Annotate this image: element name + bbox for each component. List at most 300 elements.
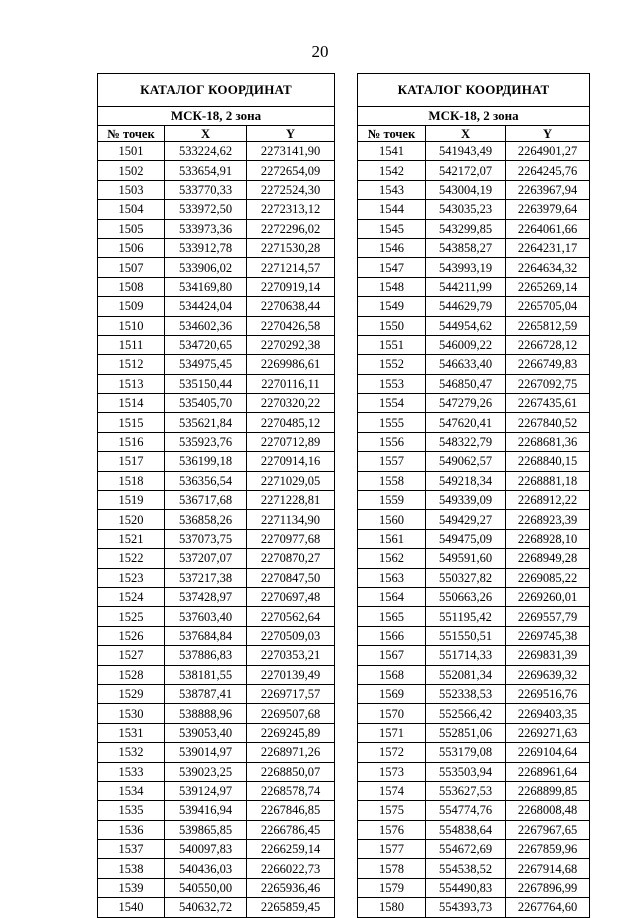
point-number-cell: 1563 — [358, 568, 426, 587]
point-number-cell: 1576 — [358, 820, 426, 839]
point-number-cell: 1554 — [358, 394, 426, 413]
column-header-y: Y — [506, 126, 590, 142]
x-coordinate-cell: 542172,07 — [426, 161, 506, 180]
y-coordinate-cell: 2270509,03 — [247, 626, 335, 645]
table-row — [358, 413, 590, 432]
y-coordinate-cell: 2268840,15 — [506, 452, 590, 471]
y-coordinate-cell: 2270485,12 — [247, 413, 335, 432]
point-number-cell: 1523 — [98, 568, 165, 587]
point-number-cell: 1531 — [98, 723, 165, 742]
table-row — [98, 607, 335, 626]
point-number-cell: 1552 — [358, 355, 426, 374]
page-number: 20 — [311, 42, 329, 61]
column-header-point-number: № точек — [98, 126, 165, 142]
y-coordinate-cell: 2269831,39 — [506, 646, 590, 665]
x-coordinate-cell: 552851,06 — [426, 723, 506, 742]
x-coordinate-cell: 543004,19 — [426, 180, 506, 199]
table-row — [358, 374, 590, 393]
column-header-point-number: № точек — [358, 126, 426, 142]
point-number-cell: 1540 — [98, 898, 165, 917]
x-coordinate-cell: 554538,52 — [426, 859, 506, 878]
coordinate-catalog-table-left — [97, 73, 335, 918]
table-row — [358, 452, 590, 471]
x-coordinate-cell: 537684,84 — [165, 626, 247, 645]
point-number-cell: 1557 — [358, 452, 426, 471]
x-coordinate-cell: 534602,36 — [165, 316, 247, 335]
x-coordinate-cell: 539014,97 — [165, 743, 247, 762]
table-row — [358, 142, 590, 161]
point-number-cell: 1548 — [358, 277, 426, 296]
point-number-cell: 1522 — [98, 549, 165, 568]
point-number-cell: 1538 — [98, 859, 165, 878]
table-row — [358, 762, 590, 781]
point-number-cell: 1560 — [358, 510, 426, 529]
point-number-cell: 1549 — [358, 297, 426, 316]
y-coordinate-cell: 2269516,76 — [506, 684, 590, 703]
table-row — [358, 432, 590, 451]
x-coordinate-cell: 539023,25 — [165, 762, 247, 781]
table-row — [98, 898, 335, 917]
table-row — [358, 549, 590, 568]
y-coordinate-cell: 2267840,52 — [506, 413, 590, 432]
column-header-x: X — [165, 126, 247, 142]
y-coordinate-cell: 2271029,05 — [247, 471, 335, 490]
x-coordinate-cell: 544629,79 — [426, 297, 506, 316]
point-number-cell: 1527 — [98, 646, 165, 665]
x-coordinate-cell: 547620,41 — [426, 413, 506, 432]
point-number-cell: 1503 — [98, 180, 165, 199]
x-coordinate-cell: 553627,53 — [426, 781, 506, 800]
table-row — [98, 801, 335, 820]
table-row — [358, 840, 590, 859]
y-coordinate-cell: 2270320,22 — [247, 394, 335, 413]
point-number-cell: 1534 — [98, 781, 165, 800]
table-row — [98, 743, 335, 762]
y-coordinate-cell: 2269085,22 — [506, 568, 590, 587]
y-coordinate-cell: 2267967,65 — [506, 820, 590, 839]
point-number-cell: 1575 — [358, 801, 426, 820]
table-row — [358, 180, 590, 199]
table-row — [358, 626, 590, 645]
y-coordinate-cell: 2270139,49 — [247, 665, 335, 684]
x-coordinate-cell: 552338,53 — [426, 684, 506, 703]
point-number-cell: 1526 — [98, 626, 165, 645]
table-row — [98, 840, 335, 859]
coordinate-catalog-table-right — [357, 73, 590, 918]
y-coordinate-cell: 2266728,12 — [506, 335, 590, 354]
table-row — [98, 646, 335, 665]
point-number-cell: 1571 — [358, 723, 426, 742]
point-number-cell: 1578 — [358, 859, 426, 878]
point-number-cell: 1547 — [358, 258, 426, 277]
y-coordinate-cell: 2272313,12 — [247, 200, 335, 219]
y-coordinate-cell: 2269507,68 — [247, 704, 335, 723]
table-row — [98, 277, 335, 296]
x-coordinate-cell: 533654,91 — [165, 161, 247, 180]
y-coordinate-cell: 2268881,18 — [506, 471, 590, 490]
y-coordinate-cell: 2269717,57 — [247, 684, 335, 703]
table-row — [98, 820, 335, 839]
table-row — [98, 413, 335, 432]
point-number-cell: 1520 — [98, 510, 165, 529]
table-row — [358, 801, 590, 820]
catalog-title: КАТАЛОГ КООРДИНАТ — [358, 74, 590, 107]
y-coordinate-cell: 2268961,64 — [506, 762, 590, 781]
point-number-cell: 1537 — [98, 840, 165, 859]
table-row — [358, 491, 590, 510]
point-number-cell: 1562 — [358, 549, 426, 568]
point-number-cell: 1530 — [98, 704, 165, 723]
y-coordinate-cell: 2268928,10 — [506, 529, 590, 548]
table-row — [358, 277, 590, 296]
point-number-cell: 1524 — [98, 587, 165, 606]
point-number-cell: 1533 — [98, 762, 165, 781]
y-coordinate-cell: 2270697,48 — [247, 587, 335, 606]
x-coordinate-cell: 539416,94 — [165, 801, 247, 820]
table-row — [98, 335, 335, 354]
point-number-cell: 1564 — [358, 587, 426, 606]
x-coordinate-cell: 535405,70 — [165, 394, 247, 413]
y-coordinate-cell: 2270116,11 — [247, 374, 335, 393]
x-coordinate-cell: 546633,40 — [426, 355, 506, 374]
x-coordinate-cell: 538787,41 — [165, 684, 247, 703]
point-number-cell: 1553 — [358, 374, 426, 393]
x-coordinate-cell: 533973,36 — [165, 219, 247, 238]
x-coordinate-cell: 536717,68 — [165, 491, 247, 510]
x-coordinate-cell: 554838,64 — [426, 820, 506, 839]
point-number-cell: 1501 — [98, 142, 165, 161]
table-row — [98, 258, 335, 277]
y-coordinate-cell: 2267896,99 — [506, 878, 590, 897]
x-coordinate-cell: 533912,78 — [165, 238, 247, 257]
table-row — [98, 432, 335, 451]
x-coordinate-cell: 533972,50 — [165, 200, 247, 219]
table-row — [98, 316, 335, 335]
point-number-cell: 1561 — [358, 529, 426, 548]
x-coordinate-cell: 540097,83 — [165, 840, 247, 859]
point-number-cell: 1511 — [98, 335, 165, 354]
table-row — [98, 510, 335, 529]
x-coordinate-cell: 539053,40 — [165, 723, 247, 742]
y-coordinate-cell: 2271214,57 — [247, 258, 335, 277]
x-coordinate-cell: 541943,49 — [426, 142, 506, 161]
x-coordinate-cell: 533770,33 — [165, 180, 247, 199]
x-coordinate-cell: 554774,76 — [426, 801, 506, 820]
y-coordinate-cell: 2269260,01 — [506, 587, 590, 606]
y-coordinate-cell: 2267859,96 — [506, 840, 590, 859]
x-coordinate-cell: 536199,18 — [165, 452, 247, 471]
y-coordinate-cell: 2272296,02 — [247, 219, 335, 238]
table-row — [358, 781, 590, 800]
point-number-cell: 1518 — [98, 471, 165, 490]
x-coordinate-cell: 547279,26 — [426, 394, 506, 413]
y-coordinate-cell: 2269986,61 — [247, 355, 335, 374]
y-coordinate-cell: 2270919,14 — [247, 277, 335, 296]
x-coordinate-cell: 540632,72 — [165, 898, 247, 917]
point-number-cell: 1569 — [358, 684, 426, 703]
x-coordinate-cell: 551195,42 — [426, 607, 506, 626]
y-coordinate-cell: 2270847,50 — [247, 568, 335, 587]
y-coordinate-cell: 2270353,21 — [247, 646, 335, 665]
point-number-cell: 1573 — [358, 762, 426, 781]
x-coordinate-cell: 546850,47 — [426, 374, 506, 393]
point-number-cell: 1544 — [358, 200, 426, 219]
point-number-cell: 1551 — [358, 335, 426, 354]
y-coordinate-cell: 2267846,85 — [247, 801, 335, 820]
point-number-cell: 1579 — [358, 878, 426, 897]
table-row — [98, 859, 335, 878]
x-coordinate-cell: 540550,00 — [165, 878, 247, 897]
table-row — [358, 684, 590, 703]
x-coordinate-cell: 553179,08 — [426, 743, 506, 762]
x-coordinate-cell: 533906,02 — [165, 258, 247, 277]
catalog-zone: МСК-18, 2 зона — [98, 107, 335, 126]
table-row — [98, 781, 335, 800]
x-coordinate-cell: 537603,40 — [165, 607, 247, 626]
y-coordinate-cell: 2266786,45 — [247, 820, 335, 839]
table-row — [358, 258, 590, 277]
table-row — [98, 491, 335, 510]
table-row — [358, 238, 590, 257]
point-number-cell: 1568 — [358, 665, 426, 684]
table-row — [358, 161, 590, 180]
x-coordinate-cell: 554490,83 — [426, 878, 506, 897]
y-coordinate-cell: 2267092,75 — [506, 374, 590, 393]
table-row — [98, 297, 335, 316]
table-row — [358, 743, 590, 762]
y-coordinate-cell: 2269557,79 — [506, 607, 590, 626]
x-coordinate-cell: 540436,03 — [165, 859, 247, 878]
y-coordinate-cell: 2270638,44 — [247, 297, 335, 316]
point-number-cell: 1509 — [98, 297, 165, 316]
point-number-cell: 1502 — [98, 161, 165, 180]
catalog-rows — [358, 142, 590, 918]
table-row — [358, 297, 590, 316]
y-coordinate-cell: 2268899,85 — [506, 781, 590, 800]
y-coordinate-cell: 2266749,83 — [506, 355, 590, 374]
point-number-cell: 1536 — [98, 820, 165, 839]
y-coordinate-cell: 2264061,66 — [506, 219, 590, 238]
y-coordinate-cell: 2269271,63 — [506, 723, 590, 742]
table-row — [98, 568, 335, 587]
x-coordinate-cell: 552081,34 — [426, 665, 506, 684]
table-row — [358, 200, 590, 219]
point-number-cell: 1507 — [98, 258, 165, 277]
table-row — [358, 529, 590, 548]
point-number-cell: 1550 — [358, 316, 426, 335]
y-coordinate-cell: 2268912,22 — [506, 491, 590, 510]
x-coordinate-cell: 543035,23 — [426, 200, 506, 219]
table-row — [358, 355, 590, 374]
point-number-cell: 1539 — [98, 878, 165, 897]
point-number-cell: 1514 — [98, 394, 165, 413]
x-coordinate-cell: 534169,80 — [165, 277, 247, 296]
y-coordinate-cell: 2265269,14 — [506, 277, 590, 296]
table-row — [358, 510, 590, 529]
x-coordinate-cell: 554393,73 — [426, 898, 506, 917]
x-coordinate-cell: 539865,85 — [165, 820, 247, 839]
x-coordinate-cell: 548322,79 — [426, 432, 506, 451]
x-coordinate-cell: 551550,51 — [426, 626, 506, 645]
y-coordinate-cell: 2271228,81 — [247, 491, 335, 510]
y-coordinate-cell: 2271530,28 — [247, 238, 335, 257]
x-coordinate-cell: 543858,27 — [426, 238, 506, 257]
x-coordinate-cell: 537207,07 — [165, 549, 247, 568]
y-coordinate-cell: 2265705,04 — [506, 297, 590, 316]
table-row — [98, 180, 335, 199]
point-number-cell: 1506 — [98, 238, 165, 257]
point-number-cell: 1505 — [98, 219, 165, 238]
y-coordinate-cell: 2268850,07 — [247, 762, 335, 781]
x-coordinate-cell: 539124,97 — [165, 781, 247, 800]
table-row — [98, 161, 335, 180]
x-coordinate-cell: 543993,19 — [426, 258, 506, 277]
y-coordinate-cell: 2268578,74 — [247, 781, 335, 800]
x-coordinate-cell: 546009,22 — [426, 335, 506, 354]
point-number-cell: 1566 — [358, 626, 426, 645]
y-coordinate-cell: 2263967,94 — [506, 180, 590, 199]
point-number-cell: 1512 — [98, 355, 165, 374]
x-coordinate-cell: 553503,94 — [426, 762, 506, 781]
y-coordinate-cell: 2270914,16 — [247, 452, 335, 471]
point-number-cell: 1513 — [98, 374, 165, 393]
y-coordinate-cell: 2266022,73 — [247, 859, 335, 878]
point-number-cell: 1577 — [358, 840, 426, 859]
y-coordinate-cell: 2264245,76 — [506, 161, 590, 180]
x-coordinate-cell: 537073,75 — [165, 529, 247, 548]
x-coordinate-cell: 549062,57 — [426, 452, 506, 471]
x-coordinate-cell: 549339,09 — [426, 491, 506, 510]
x-coordinate-cell: 537217,38 — [165, 568, 247, 587]
y-coordinate-cell: 2272654,09 — [247, 161, 335, 180]
column-header-x: X — [426, 126, 506, 142]
x-coordinate-cell: 549475,09 — [426, 529, 506, 548]
point-number-cell: 1519 — [98, 491, 165, 510]
table-row — [98, 626, 335, 645]
x-coordinate-cell: 543299,85 — [426, 219, 506, 238]
table-row — [358, 898, 590, 917]
table-row — [358, 859, 590, 878]
y-coordinate-cell: 2268681,36 — [506, 432, 590, 451]
table-row — [358, 394, 590, 413]
point-number-cell: 1542 — [358, 161, 426, 180]
table-row — [358, 568, 590, 587]
x-coordinate-cell: 552566,42 — [426, 704, 506, 723]
table-row — [98, 200, 335, 219]
table-row — [98, 665, 335, 684]
catalog-title: КАТАЛОГ КООРДИНАТ — [98, 74, 335, 107]
table-row — [358, 471, 590, 490]
x-coordinate-cell: 534720,65 — [165, 335, 247, 354]
point-number-cell: 1555 — [358, 413, 426, 432]
x-coordinate-cell: 544954,62 — [426, 316, 506, 335]
table-row — [358, 646, 590, 665]
y-coordinate-cell: 2267435,61 — [506, 394, 590, 413]
x-coordinate-cell: 549218,34 — [426, 471, 506, 490]
point-number-cell: 1567 — [358, 646, 426, 665]
x-coordinate-cell: 550327,82 — [426, 568, 506, 587]
y-coordinate-cell: 2269245,89 — [247, 723, 335, 742]
y-coordinate-cell: 2265812,59 — [506, 316, 590, 335]
table-row — [98, 394, 335, 413]
y-coordinate-cell: 2269745,38 — [506, 626, 590, 645]
point-number-cell: 1515 — [98, 413, 165, 432]
point-number-cell: 1516 — [98, 432, 165, 451]
table-row — [98, 549, 335, 568]
point-number-cell: 1580 — [358, 898, 426, 917]
y-coordinate-cell: 2266259,14 — [247, 840, 335, 859]
table-row — [358, 335, 590, 354]
table-row — [98, 238, 335, 257]
table-row — [358, 723, 590, 742]
y-coordinate-cell: 2270712,89 — [247, 432, 335, 451]
x-coordinate-cell: 535923,76 — [165, 432, 247, 451]
point-number-cell: 1545 — [358, 219, 426, 238]
table-row — [98, 684, 335, 703]
catalog-rows — [98, 142, 335, 918]
x-coordinate-cell: 536356,54 — [165, 471, 247, 490]
table-row — [358, 704, 590, 723]
table-row — [98, 452, 335, 471]
point-number-cell: 1541 — [358, 142, 426, 161]
table-row — [98, 219, 335, 238]
x-coordinate-cell: 537886,83 — [165, 646, 247, 665]
table-row — [98, 355, 335, 374]
table-row — [98, 529, 335, 548]
y-coordinate-cell: 2264231,17 — [506, 238, 590, 257]
x-coordinate-cell: 534975,45 — [165, 355, 247, 374]
table-row — [98, 587, 335, 606]
point-number-cell: 1521 — [98, 529, 165, 548]
table-row — [98, 704, 335, 723]
x-coordinate-cell: 549429,27 — [426, 510, 506, 529]
y-coordinate-cell: 2269104,64 — [506, 743, 590, 762]
table-row — [98, 374, 335, 393]
x-coordinate-cell: 535150,44 — [165, 374, 247, 393]
point-number-cell: 1529 — [98, 684, 165, 703]
point-number-cell: 1528 — [98, 665, 165, 684]
point-number-cell: 1504 — [98, 200, 165, 219]
y-coordinate-cell: 2271134,90 — [247, 510, 335, 529]
y-coordinate-cell: 2270426,58 — [247, 316, 335, 335]
point-number-cell: 1525 — [98, 607, 165, 626]
table-row — [358, 219, 590, 238]
x-coordinate-cell: 536858,26 — [165, 510, 247, 529]
point-number-cell: 1556 — [358, 432, 426, 451]
y-coordinate-cell: 2268008,48 — [506, 801, 590, 820]
table-row — [358, 665, 590, 684]
point-number-cell: 1517 — [98, 452, 165, 471]
x-coordinate-cell: 544211,99 — [426, 277, 506, 296]
x-coordinate-cell: 534424,04 — [165, 297, 247, 316]
y-coordinate-cell: 2270870,27 — [247, 549, 335, 568]
point-number-cell: 1574 — [358, 781, 426, 800]
y-coordinate-cell: 2270977,68 — [247, 529, 335, 548]
x-coordinate-cell: 550663,26 — [426, 587, 506, 606]
y-coordinate-cell: 2264634,32 — [506, 258, 590, 277]
y-coordinate-cell: 2273141,90 — [247, 142, 335, 161]
column-header-y: Y — [247, 126, 335, 142]
x-coordinate-cell: 533224,62 — [165, 142, 247, 161]
point-number-cell: 1546 — [358, 238, 426, 257]
table-row — [98, 723, 335, 742]
point-number-cell: 1558 — [358, 471, 426, 490]
y-coordinate-cell: 2268923,39 — [506, 510, 590, 529]
x-coordinate-cell: 538181,55 — [165, 665, 247, 684]
y-coordinate-cell: 2267914,68 — [506, 859, 590, 878]
table-row — [358, 316, 590, 335]
table-row — [98, 762, 335, 781]
